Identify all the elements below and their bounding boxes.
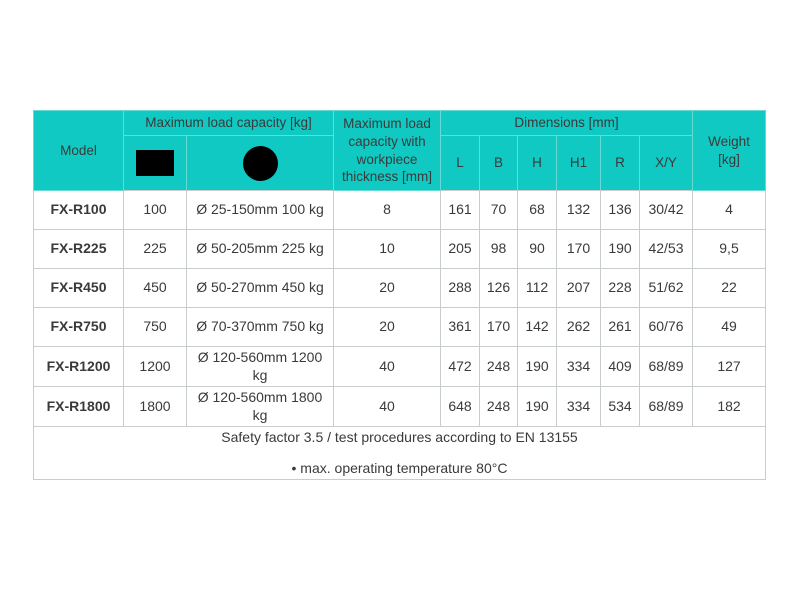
dim-b-cell: 248 xyxy=(480,387,518,427)
dim-col-header-B: B xyxy=(480,136,518,191)
max-temperature-note: • max. operating temperature 80°C xyxy=(291,459,508,476)
model-cell: FX-R225 xyxy=(34,230,124,269)
dim-xy-cell: 60/76 xyxy=(640,308,693,347)
workpiece-thickness-header: Maximum load capacity with workpiece thickness [mm] xyxy=(334,111,441,191)
rect-capacity-cell: 750 xyxy=(124,308,187,347)
dim-h-cell: 190 xyxy=(518,387,557,427)
thickness-cell: 40 xyxy=(334,387,441,427)
dim-h1-cell: 132 xyxy=(557,191,601,230)
table-row xyxy=(34,347,766,387)
rect-capacity-cell: 100 xyxy=(124,191,187,230)
dim-col-header-R: R xyxy=(601,136,640,191)
model-cell: FX-R1200 xyxy=(34,347,124,387)
weight-cell: 182 xyxy=(693,387,766,427)
spec-table xyxy=(33,110,766,480)
table-row xyxy=(34,269,766,308)
dim-h-cell: 142 xyxy=(518,308,557,347)
max-load-capacity-header: Maximum load capacity [kg] xyxy=(124,111,334,136)
dim-b-cell: 70 xyxy=(480,191,518,230)
thickness-cell: 40 xyxy=(334,347,441,387)
dim-l-cell: 648 xyxy=(441,387,480,427)
rect-workpiece-header-cell xyxy=(124,136,187,191)
footer-row xyxy=(34,427,766,480)
dim-xy-cell: 51/62 xyxy=(640,269,693,308)
table-row xyxy=(34,387,766,427)
dim-l-cell: 361 xyxy=(441,308,480,347)
filled-rectangle-icon xyxy=(136,150,174,176)
dim-r-cell: 190 xyxy=(601,230,640,269)
dim-h1-cell: 170 xyxy=(557,230,601,269)
dim-xy-cell: 42/53 xyxy=(640,230,693,269)
weight-cell: 127 xyxy=(693,347,766,387)
table-row xyxy=(34,191,766,230)
dim-xy-cell: 68/89 xyxy=(640,347,693,387)
dim-l-cell: 288 xyxy=(441,269,480,308)
dimensions-header: Dimensions [mm] xyxy=(441,111,693,136)
rect-capacity-cell: 225 xyxy=(124,230,187,269)
filled-circle-icon xyxy=(243,146,278,181)
footer-note-cell xyxy=(34,427,766,480)
dim-h-cell: 112 xyxy=(518,269,557,308)
dim-r-cell: 409 xyxy=(601,347,640,387)
dim-col-header-H: H xyxy=(518,136,557,191)
table-row xyxy=(34,308,766,347)
circle-capacity-cell: Ø 120-560mm 1200 kg xyxy=(187,347,334,387)
dim-l-cell: 472 xyxy=(441,347,480,387)
circle-capacity-cell: Ø 120-560mm 1800 kg xyxy=(187,387,334,427)
dim-h1-cell: 262 xyxy=(557,308,601,347)
dim-r-cell: 534 xyxy=(601,387,640,427)
dim-b-cell: 170 xyxy=(480,308,518,347)
dim-l-cell: 161 xyxy=(441,191,480,230)
dim-col-header-XY: X/Y xyxy=(640,136,693,191)
model-cell: FX-R750 xyxy=(34,308,124,347)
circle-capacity-cell: Ø 50-205mm 225 kg xyxy=(187,230,334,269)
dim-r-cell: 261 xyxy=(601,308,640,347)
thickness-cell: 8 xyxy=(334,191,441,230)
dim-h1-cell: 334 xyxy=(557,387,601,427)
dim-r-cell: 228 xyxy=(601,269,640,308)
dim-b-cell: 126 xyxy=(480,269,518,308)
rect-capacity-cell: 450 xyxy=(124,269,187,308)
dim-col-header-L: L xyxy=(441,136,480,191)
dim-r-cell: 136 xyxy=(601,191,640,230)
weight-cell: 22 xyxy=(693,269,766,308)
dim-b-cell: 248 xyxy=(480,347,518,387)
circle-capacity-cell: Ø 50-270mm 450 kg xyxy=(187,269,334,308)
weight-cell: 4 xyxy=(693,191,766,230)
table-row xyxy=(34,230,766,269)
circle-workpiece-header-cell xyxy=(187,136,334,191)
header-row-top xyxy=(34,111,766,136)
thickness-cell: 10 xyxy=(334,230,441,269)
model-cell: FX-R1800 xyxy=(34,387,124,427)
circle-capacity-cell: Ø 70-370mm 750 kg xyxy=(187,308,334,347)
dim-col-header-H1: H1 xyxy=(557,136,601,191)
spec-table-container xyxy=(33,110,766,480)
dim-b-cell: 98 xyxy=(480,230,518,269)
dim-h-cell: 68 xyxy=(518,191,557,230)
circle-capacity-cell: Ø 25-150mm 100 kg xyxy=(187,191,334,230)
weight-column-header: Weight [kg] xyxy=(693,111,766,191)
safety-factor-note: Safety factor 3.5 / test procedures according to EN 13155 xyxy=(221,429,578,445)
rect-capacity-cell: 1200 xyxy=(124,347,187,387)
rect-capacity-cell: 1800 xyxy=(124,387,187,427)
weight-cell: 9,5 xyxy=(693,230,766,269)
model-column-header: Model xyxy=(34,111,124,191)
dim-h1-cell: 207 xyxy=(557,269,601,308)
model-cell: FX-R450 xyxy=(34,269,124,308)
dim-xy-cell: 68/89 xyxy=(640,387,693,427)
thickness-cell: 20 xyxy=(334,308,441,347)
dim-xy-cell: 30/42 xyxy=(640,191,693,230)
thickness-cell: 20 xyxy=(334,269,441,308)
dim-h-cell: 190 xyxy=(518,347,557,387)
dim-l-cell: 205 xyxy=(441,230,480,269)
weight-cell: 49 xyxy=(693,308,766,347)
dim-h1-cell: 334 xyxy=(557,347,601,387)
model-cell: FX-R100 xyxy=(34,191,124,230)
dim-h-cell: 90 xyxy=(518,230,557,269)
